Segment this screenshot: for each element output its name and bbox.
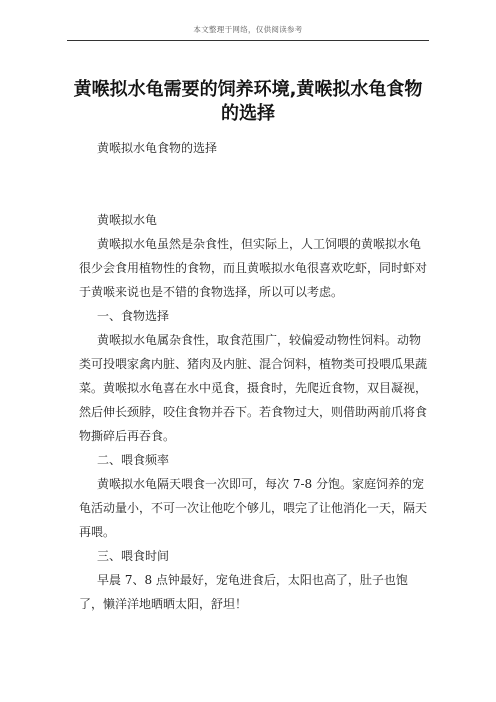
paragraph: 早晨 7、8 点钟最好，宠龟进食后，太阳也高了，肚子也饱了，懒洋洋地晒晒太阳，舒坦！ — [79, 573, 408, 611]
document-title: 黄喉拟水龟需要的饲养环境,黄喉拟水龟食物的选择 — [73, 79, 423, 124]
section-heading: 一、食物选择 — [97, 309, 170, 323]
section-heading: 三、喂食时间 — [97, 549, 170, 563]
paragraph: 黄喉拟水龟虽然是杂食性，但实际上，人工饲喂的黄喉拟水龟很少会食用植物性的食物，而且黄喉拟水龟很喜欢吃虾，同时虾对于黄喉来说也是不错的食物选择，所以可以考虑。 — [79, 237, 428, 299]
paragraph: 黄喉拟水龟隔天喂食一次即可，每次 7-8 分饱。家庭饲养的宠龟活动量小，不可一次让他吃个够儿，喂完了让他消化一天，隔天再喂。 — [79, 477, 428, 539]
header-divider — [67, 40, 429, 41]
header-note: 本文整理于网络，仅供阅读参考 — [193, 25, 303, 34]
section-heading: 二、喂食频率 — [97, 453, 170, 467]
subtitle: 黄喉拟水龟食物的选择 — [97, 141, 218, 155]
article-body — [79, 208, 429, 616]
section-heading: 黄喉拟水龟 — [97, 213, 158, 227]
paragraph: 黄喉拟水龟属杂食性，取食范围广，较偏爱动物性饲料。动物类可投喂家禽内脏、猪肉及内脏、混合饲料，植物类可投喂瓜果蔬菜。黄喉拟水龟喜在水中觅食，摄食时，先爬近食物，双目凝视，然后伸长颈脖，咬住食物并吞下。若食物过大，则借助两前爪将食物撕碎后再吞食。 — [79, 333, 428, 443]
